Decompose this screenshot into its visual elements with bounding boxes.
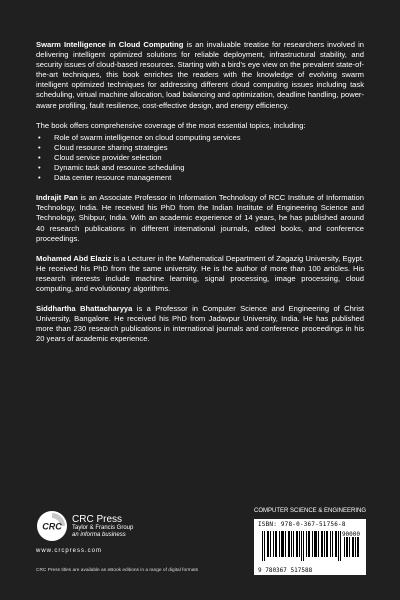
topic-label: Cloud resource sharing strategies: [54, 142, 168, 152]
list-item: [38, 173, 364, 183]
ebook-note: CRC Press titles are available as eBook editions in a range of digital formats: [36, 568, 199, 573]
intro-text: is an invaluable treatise for researchers involved in delivering intelligent optimized solutions for reliable deployment, infrastructural stability, and security issues of cloud-based resources. Starting with a bird’s eye view on the prevalent state-of-the-art techniques, this book enriches the readers with the knowledge of evolving swarm intelligent optimized techniques for addressing different cloud computing issues including task scheduling, virtual machine allocation, load balancing and optimization, deadline handling, power-aware profiling, fault resilience, cost-effective design, and energy efficiency.: [36, 40, 364, 110]
topic-label: Cloud service provider selection: [54, 152, 162, 162]
barcode-digits: 9 780367 517588: [258, 567, 313, 574]
subject-category: COMPUTER SCIENCE & ENGINEERING: [254, 508, 367, 514]
publisher-group: Taylor & Francis Group: [72, 525, 134, 531]
bullet-icon: •: [38, 173, 41, 183]
bullet-icon: •: [38, 152, 41, 162]
author-name: Siddhartha Bhattacharyya: [36, 304, 133, 314]
author-name: Mohamed Abd Elaziz: [36, 253, 112, 263]
list-item: [38, 133, 364, 143]
price-addon-code: 90000: [341, 531, 360, 538]
crc-logo-text: CRC: [42, 521, 62, 532]
bullet-icon: •: [38, 163, 41, 173]
author-bio-text: is an Associate Professor in Information Technology of RCC Institute of Information Technology, India. He received his PhD from the Indian Institute of Engineering Science and Technology, Shibpur, India. With an academic experience of 14 years, he has published around 40 research publications in different international journals, edited books, and conference proceedings.: [36, 193, 364, 243]
topic-label: Dynamic task and resource scheduling: [54, 163, 185, 173]
list-item: [38, 143, 364, 153]
bullet-icon: •: [38, 142, 41, 152]
coverage-lead: The book offers comprehensive coverage of the most essential topics, including:: [36, 120, 306, 130]
publisher-url: www.crcpress.com: [36, 548, 103, 554]
publisher-name: CRC Press: [72, 514, 123, 525]
publisher-tagline: an informa business: [72, 532, 126, 538]
topic-list: [36, 133, 364, 183]
isbn-label: ISBN: 978-0-367-51756-8: [258, 521, 346, 528]
author-bio: [36, 193, 364, 243]
bullet-icon: •: [38, 132, 41, 142]
author-bio-text: is a Professor in Computer Science and Engineering of Christ University, Bangalore. He received his PhD from Jadavpur University, India. He has published more than 230 research publications in international journals and conference proceedings in his 20 years of academic experience.: [36, 304, 364, 344]
book-title: Swarm Intelligence in Cloud Computing: [36, 40, 184, 49]
publisher-block: [72, 514, 133, 539]
author-bio: [36, 304, 364, 344]
author-name: Indrajit Pan: [36, 193, 78, 203]
author-bio-text: is a Lecturer in the Mathematical Department of Zagazig University, Egypt. He received his PhD from the same university. He is the author of more than 100 articles. His research interests include machine learning, signal processing, image processing, cloud computing, and evolutionary algorithms.: [36, 253, 364, 293]
back-cover-text: [36, 40, 364, 354]
topic-label: Data center resource management: [54, 173, 172, 183]
barcode-box: [254, 519, 366, 575]
author-bio: [36, 254, 364, 294]
list-item: [38, 163, 364, 173]
topic-label: Role of swarm intelligence on cloud computing services: [54, 132, 241, 142]
list-item: [38, 153, 364, 163]
crc-press-logo-icon: [36, 510, 68, 542]
intro-paragraph: [36, 40, 364, 111]
